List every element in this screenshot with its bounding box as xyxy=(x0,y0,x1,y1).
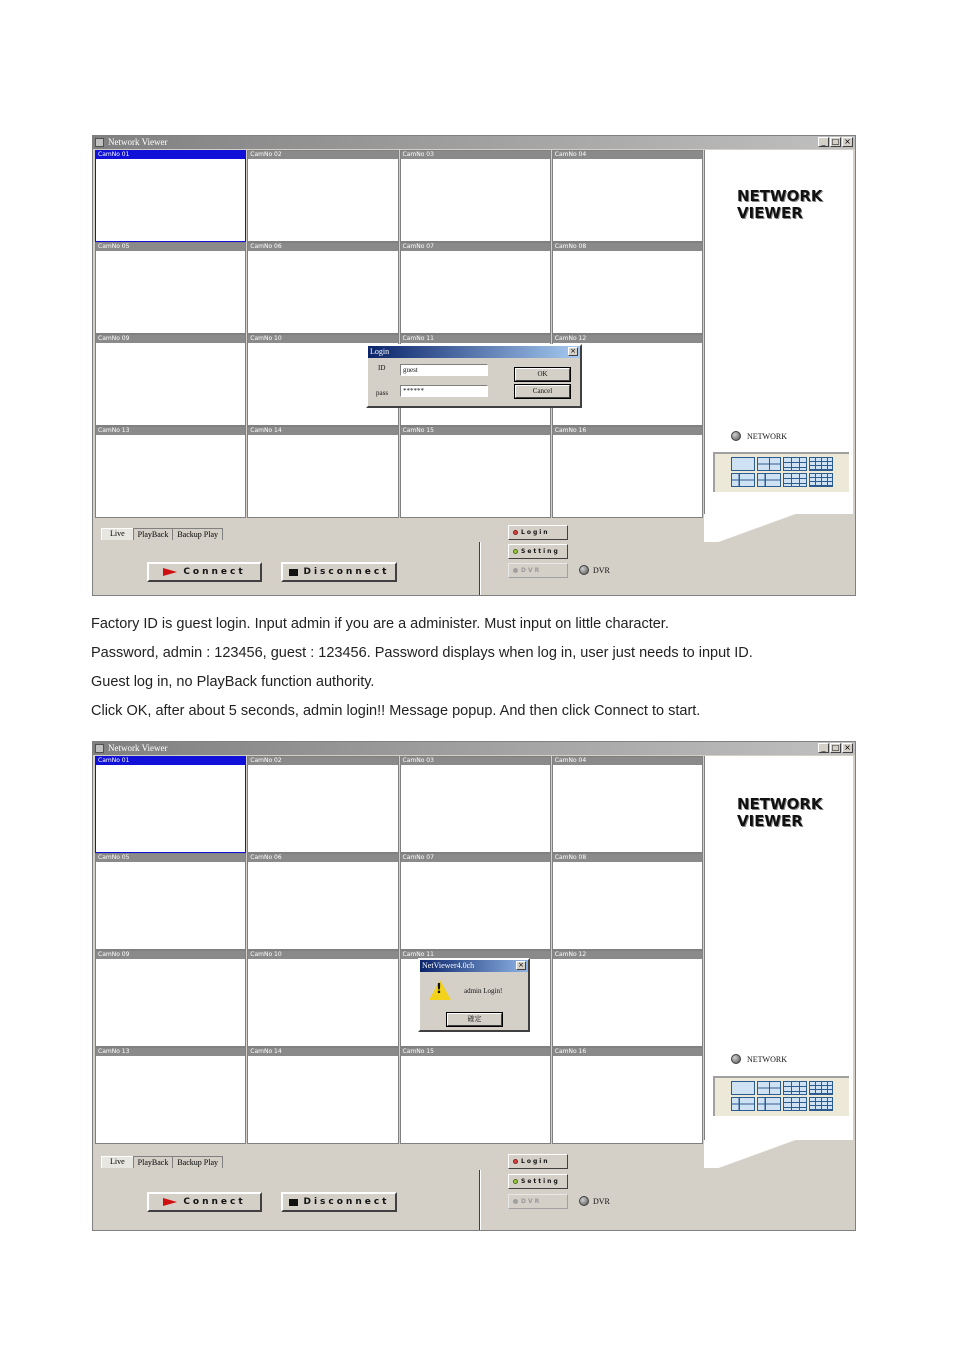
disconnect-label: Disconnect xyxy=(303,1197,390,1207)
login-button[interactable] xyxy=(508,525,568,540)
pass-input[interactable]: ****** xyxy=(400,385,488,397)
camera-cell[interactable] xyxy=(247,242,398,334)
layout-4-icon[interactable] xyxy=(757,457,781,471)
camera-cell[interactable] xyxy=(247,756,398,853)
dvr-label: DVR xyxy=(521,1198,542,1205)
camera-cell[interactable] xyxy=(247,426,398,518)
camera-label: CamNo 02 xyxy=(248,757,397,765)
window-controls xyxy=(818,743,853,753)
camera-label: CamNo 09 xyxy=(96,335,245,343)
warning-icon-mark: ! xyxy=(436,982,442,997)
network-radio[interactable] xyxy=(731,1054,787,1064)
layout-13-icon[interactable] xyxy=(809,1097,833,1111)
stop-icon xyxy=(289,569,298,576)
control-divider xyxy=(479,1170,481,1230)
layout-selector xyxy=(713,452,849,492)
login-button[interactable] xyxy=(508,1154,568,1169)
camera-cell[interactable] xyxy=(95,426,246,518)
camera-label: CamNo 07 xyxy=(401,243,550,251)
side-panel xyxy=(704,756,853,1140)
id-label: ID xyxy=(378,364,386,372)
dvr-label: DVR xyxy=(521,567,542,574)
dvr-status-icon xyxy=(513,1199,518,1204)
camera-cell[interactable] xyxy=(400,853,551,950)
logo-line-1: NETWORK xyxy=(737,795,823,813)
login-status-icon xyxy=(513,530,518,535)
camera-grid xyxy=(95,756,703,1144)
window-titlebar xyxy=(93,742,855,755)
layout-10-icon[interactable] xyxy=(783,1097,807,1111)
layout-6-icon[interactable] xyxy=(731,1097,755,1111)
camera-label: CamNo 04 xyxy=(553,757,702,765)
camera-cell[interactable] xyxy=(95,853,246,950)
layout-8-icon[interactable] xyxy=(757,1097,781,1111)
camera-label: CamNo 08 xyxy=(553,854,702,862)
camera-label: CamNo 15 xyxy=(401,1048,550,1056)
maximize-button[interactable]: □ xyxy=(831,743,840,752)
dvr-radio[interactable] xyxy=(579,565,610,575)
disconnect-button[interactable] xyxy=(281,1192,397,1212)
camera-label: CamNo 06 xyxy=(248,243,397,251)
dvr-status-icon xyxy=(513,568,518,573)
camera-cell[interactable] xyxy=(247,1047,398,1144)
login-dialog xyxy=(366,344,582,408)
layout-9-icon[interactable] xyxy=(783,1081,807,1095)
side-panel xyxy=(704,150,853,514)
login-label: Login xyxy=(521,1158,550,1165)
camera-label: CamNo 15 xyxy=(401,427,550,435)
app-icon xyxy=(95,744,104,753)
layout-16-icon[interactable] xyxy=(809,457,833,471)
dvr-button[interactable] xyxy=(508,563,568,578)
tab-live[interactable]: Live xyxy=(101,528,134,540)
camera-cell[interactable] xyxy=(247,950,398,1047)
instruction-line-4: Click OK, after about 5 seconds, admin login!! Message popup. And then click Connect to start. xyxy=(91,703,701,719)
setting-button[interactable] xyxy=(508,1174,568,1189)
setting-status-icon xyxy=(513,1179,518,1184)
connect-button[interactable] xyxy=(147,1192,262,1212)
layout-1-icon[interactable] xyxy=(731,1081,755,1095)
close-button[interactable]: × xyxy=(842,743,853,753)
mode-tabs xyxy=(101,1156,222,1168)
camera-label: CamNo 13 xyxy=(96,1048,245,1056)
camera-label: CamNo 03 xyxy=(401,757,550,765)
control-divider xyxy=(479,542,481,595)
pass-label: pass xyxy=(376,389,389,397)
layout-13-icon[interactable] xyxy=(809,473,833,487)
setting-label: Setting xyxy=(521,1178,560,1185)
camera-cell[interactable] xyxy=(552,426,703,518)
camera-label: CamNo 16 xyxy=(553,1048,702,1056)
camera-cell[interactable] xyxy=(95,950,246,1047)
login-status-icon xyxy=(513,1159,518,1164)
camera-cell[interactable] xyxy=(95,334,246,426)
network-radio-label: NETWORK xyxy=(747,431,787,441)
camera-cell[interactable] xyxy=(552,1047,703,1144)
login-dialog-title: Login xyxy=(370,347,390,356)
instruction-line-2: Password, admin : 123456, guest : 123456. Password displays when log in, user just needs to input ID. xyxy=(91,645,753,661)
camera-grid xyxy=(95,150,703,518)
camera-label: CamNo 03 xyxy=(401,151,550,159)
camera-cell[interactable] xyxy=(247,853,398,950)
logo-line-1: NETWORK xyxy=(737,187,823,205)
login-label: Login xyxy=(521,529,550,536)
network-viewer-logo xyxy=(737,796,823,830)
radio-icon xyxy=(579,1196,589,1206)
camera-cell[interactable] xyxy=(552,853,703,950)
camera-label: CamNo 01 xyxy=(96,151,245,159)
connect-label: Connect xyxy=(183,567,246,577)
camera-cell[interactable] xyxy=(552,756,703,853)
camera-label: CamNo 10 xyxy=(248,335,397,343)
network-radio-label: NETWORK xyxy=(747,1054,787,1064)
camera-cell[interactable] xyxy=(400,150,551,242)
login-dialog-close-button[interactable]: × xyxy=(568,347,578,356)
radio-icon xyxy=(579,565,589,575)
tab-backup-play[interactable]: Backup Play xyxy=(172,1156,223,1168)
window-controls xyxy=(818,137,853,147)
setting-label: Setting xyxy=(521,548,560,555)
message-dialog-close-button[interactable]: × xyxy=(516,961,526,970)
camera-label: CamNo 06 xyxy=(248,854,397,862)
window-title: Network Viewer xyxy=(108,137,168,147)
dvr-radio-label: DVR xyxy=(593,565,610,575)
connect-label: Connect xyxy=(183,1197,246,1207)
camera-label: CamNo 11 xyxy=(401,951,550,959)
camera-cell[interactable] xyxy=(400,242,551,334)
radio-icon xyxy=(731,1054,741,1064)
window-titlebar xyxy=(93,136,855,149)
play-icon xyxy=(163,568,177,576)
camera-cell[interactable] xyxy=(552,242,703,334)
layout-9-icon[interactable] xyxy=(783,457,807,471)
close-button[interactable]: × xyxy=(842,137,853,147)
setting-button[interactable] xyxy=(508,544,568,559)
camera-label: CamNo 09 xyxy=(96,951,245,959)
control-bar xyxy=(95,520,853,595)
layout-16-icon[interactable] xyxy=(809,1081,833,1095)
radio-icon xyxy=(731,431,741,441)
camera-cell[interactable] xyxy=(400,426,551,518)
control-bar xyxy=(95,1146,853,1230)
camera-cell[interactable] xyxy=(247,150,398,242)
camera-label: CamNo 11 xyxy=(401,335,550,343)
camera-label: CamNo 02 xyxy=(248,151,397,159)
message-dialog-titlebar xyxy=(420,960,528,972)
stop-icon xyxy=(289,1199,298,1206)
camera-label: CamNo 12 xyxy=(553,335,702,343)
layout-10-icon[interactable] xyxy=(783,473,807,487)
camera-cell[interactable] xyxy=(95,150,246,242)
camera-label: CamNo 13 xyxy=(96,427,245,435)
camera-label: CamNo 01 xyxy=(96,757,245,765)
setting-status-icon xyxy=(513,549,518,554)
logo-line-2: VIEWER xyxy=(737,204,803,222)
screenshot-admin-login xyxy=(92,741,856,1231)
minimize-button[interactable]: _ xyxy=(818,743,829,753)
camera-label: CamNo 12 xyxy=(553,951,702,959)
tab-backup-play[interactable]: Backup Play xyxy=(172,528,223,540)
camera-label: CamNo 04 xyxy=(553,151,702,159)
camera-cell[interactable] xyxy=(95,756,246,853)
minimize-button[interactable]: _ xyxy=(818,137,829,147)
camera-label: CamNo 05 xyxy=(96,854,245,862)
screenshot-login xyxy=(92,135,856,596)
mode-tabs xyxy=(101,528,222,540)
dvr-radio-label: DVR xyxy=(593,1196,610,1206)
layout-selector xyxy=(713,1076,849,1116)
play-icon xyxy=(163,1198,177,1206)
login-dialog-titlebar xyxy=(368,346,580,358)
camera-cell[interactable] xyxy=(95,242,246,334)
maximize-button[interactable]: □ xyxy=(831,137,840,146)
window-title: Network Viewer xyxy=(108,743,168,753)
message-text: admin Login! xyxy=(464,987,503,995)
message-dialog xyxy=(418,958,530,1032)
camera-label: CamNo 05 xyxy=(96,243,245,251)
instruction-line-3: Guest log in, no PlayBack function authority. xyxy=(91,674,375,690)
camera-cell[interactable] xyxy=(552,950,703,1047)
layout-6-icon[interactable] xyxy=(731,473,755,487)
id-input[interactable]: guest xyxy=(400,364,488,376)
network-viewer-logo xyxy=(737,188,823,222)
dvr-radio[interactable] xyxy=(579,1196,610,1206)
disconnect-button[interactable] xyxy=(281,562,397,582)
tab-playback[interactable]: PlayBack xyxy=(133,528,174,540)
dvr-button[interactable] xyxy=(508,1194,568,1209)
camera-cell[interactable] xyxy=(95,1047,246,1144)
camera-label: CamNo 08 xyxy=(553,243,702,251)
login-cancel-button[interactable]: Cancel xyxy=(515,385,570,398)
disconnect-label: Disconnect xyxy=(303,567,390,577)
logo-line-2: VIEWER xyxy=(737,812,803,830)
app-icon xyxy=(95,138,104,147)
login-ok-button[interactable]: OK xyxy=(515,368,570,381)
camera-cell[interactable] xyxy=(400,756,551,853)
connect-button[interactable] xyxy=(147,562,262,582)
network-radio[interactable] xyxy=(731,431,787,441)
instruction-line-1: Factory ID is guest login. Input admin if you are a administer. Must input on little character. xyxy=(91,616,669,632)
camera-label: CamNo 14 xyxy=(248,427,397,435)
message-dialog-title: NetViewer4.0ch xyxy=(422,961,475,970)
layout-8-icon[interactable] xyxy=(757,473,781,487)
camera-label: CamNo 07 xyxy=(401,854,550,862)
message-ok-button[interactable]: 確定 xyxy=(447,1013,502,1026)
layout-4-icon[interactable] xyxy=(757,1081,781,1095)
camera-label: CamNo 14 xyxy=(248,1048,397,1056)
tab-playback[interactable]: PlayBack xyxy=(133,1156,174,1168)
layout-1-icon[interactable] xyxy=(731,457,755,471)
camera-cell[interactable] xyxy=(400,1047,551,1144)
tab-live[interactable]: Live xyxy=(101,1156,134,1168)
camera-label: CamNo 16 xyxy=(553,427,702,435)
camera-label: CamNo 10 xyxy=(248,951,397,959)
camera-cell[interactable] xyxy=(552,150,703,242)
